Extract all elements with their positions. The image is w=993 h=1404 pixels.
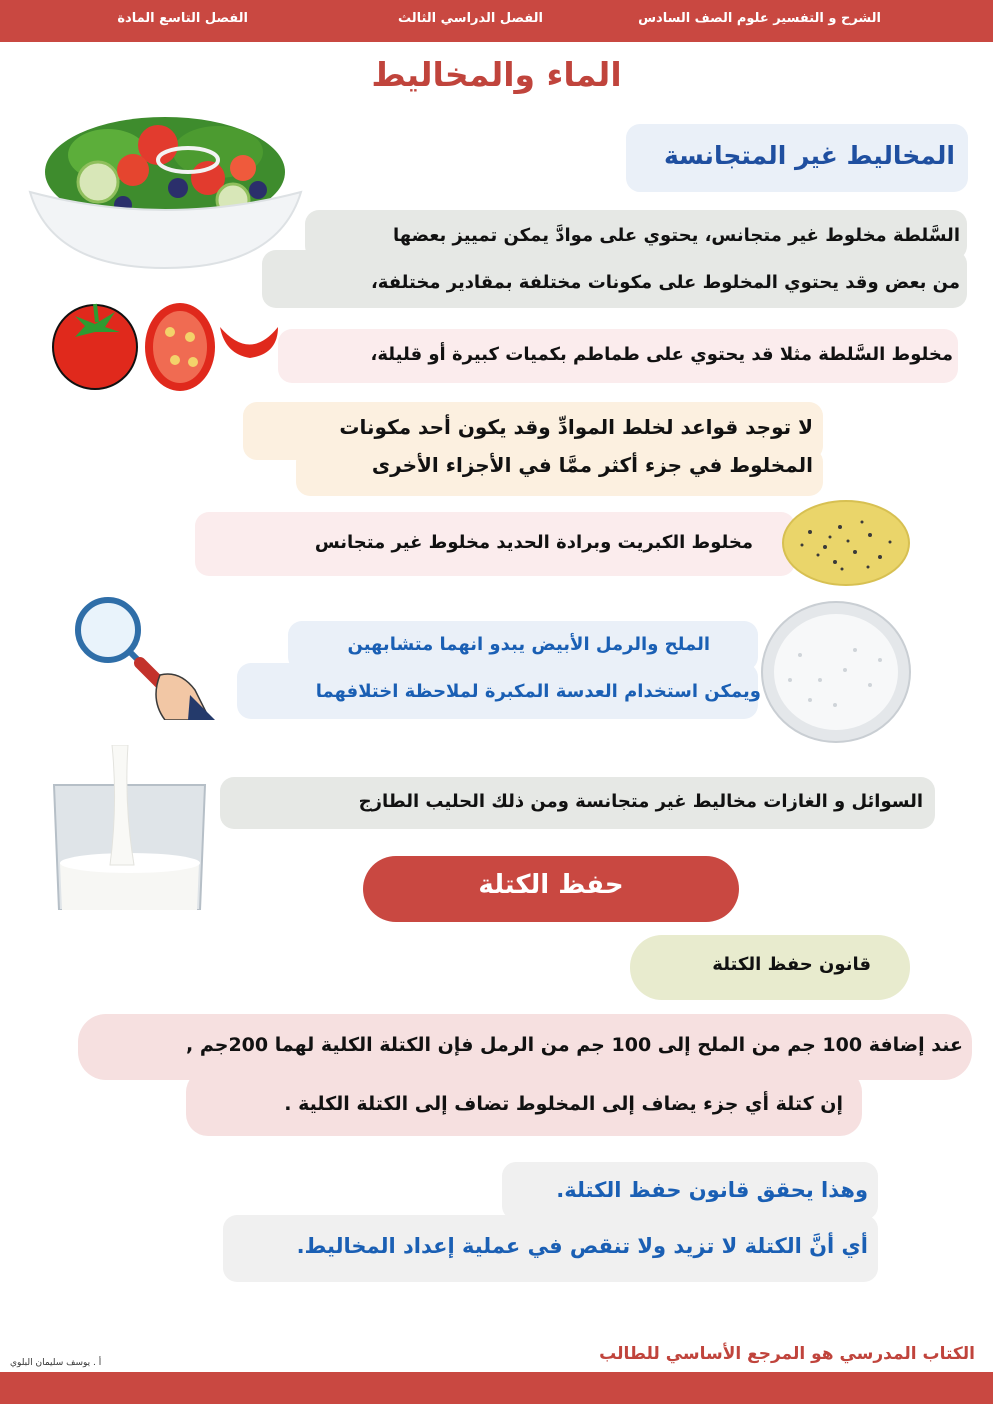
para1-line2: من بعض وقد يحتوي المخلوط على مكونات مختلفة بمقادير مختلفة، [370,272,960,293]
para3-line1: لا توجد قواعد لخلط الموادِّ وقد يكون أحد مكونات [339,415,813,439]
para2-text: مخلوط السَّلطة مثلا قد يحتوي على طماطم بكميات كبيرة أو قليلة، [370,344,953,365]
footer-bar [0,1372,993,1404]
header-term: الفصل الدراسي الثالث [397,11,543,26]
author-credit: أ . يوسف سليمان البلوي [10,1358,102,1368]
para6-text: السوائل و الغازات مخاليط غير متجانسة ومن ذلك الحليب الطازج [358,791,923,812]
tomatoes-image [50,292,282,394]
conservation-heading: حفظ الكتلة [478,870,624,900]
footer-note: الكتاب المدرسي هو المرجع الأساسي للطالب [599,1344,975,1364]
header-course: الشرح و التفسير علوم الصف السادس [638,11,881,26]
salad-bowl-image [28,100,303,272]
para3-line2: المخلوط في جزء أكثر ممَّا في الأجزاء الأخرى [371,453,813,477]
law-title: قانون حفظ الكتلة [712,954,871,975]
para4-text: مخلوط الكبريت وبرادة الحديد مخلوط غير متجانس [314,532,753,553]
conclusion-line2: أي أنَّ الكتلة لا تزيد ولا تنقص في عملية إعداد المخاليط. [296,1234,868,1258]
section-heading-heterogeneous: المخاليط غير المتجانسة [663,141,955,170]
mass-para-line1: عند إضافة 100 جم من الملح إلى 100 جم من الرمل فإن الكتلة الكلية لهما 200جم , [186,1034,963,1056]
page-title: الماء والمخاليط [371,55,622,94]
magnifying-glass-icon [70,595,215,720]
para5-line2: ويمكن استخدام العدسة المكبرة لملاحظة اختلافهما [315,681,761,702]
para5-line1: الملح والرمل الأبيض يبدو انهما متشابهين [347,634,710,655]
header-chapter: الفصل التاسع المادة [117,11,248,26]
salt-image [760,600,912,745]
header-bar [0,0,993,42]
sulfur-iron-mixture-image [780,497,912,587]
conclusion-line1: وهذا يحقق قانون حفظ الكتلة. [556,1178,868,1202]
milk-glass-image [52,745,207,910]
para1-line1: السَّلطة مخلوط غير متجانس، يحتوي على موادَّ يمكن تمييز بعضها [392,225,960,246]
mass-para-line2: إن كتلة أي جزء يضاف إلى المخلوط تضاف إلى الكتلة الكلية . [284,1093,843,1115]
